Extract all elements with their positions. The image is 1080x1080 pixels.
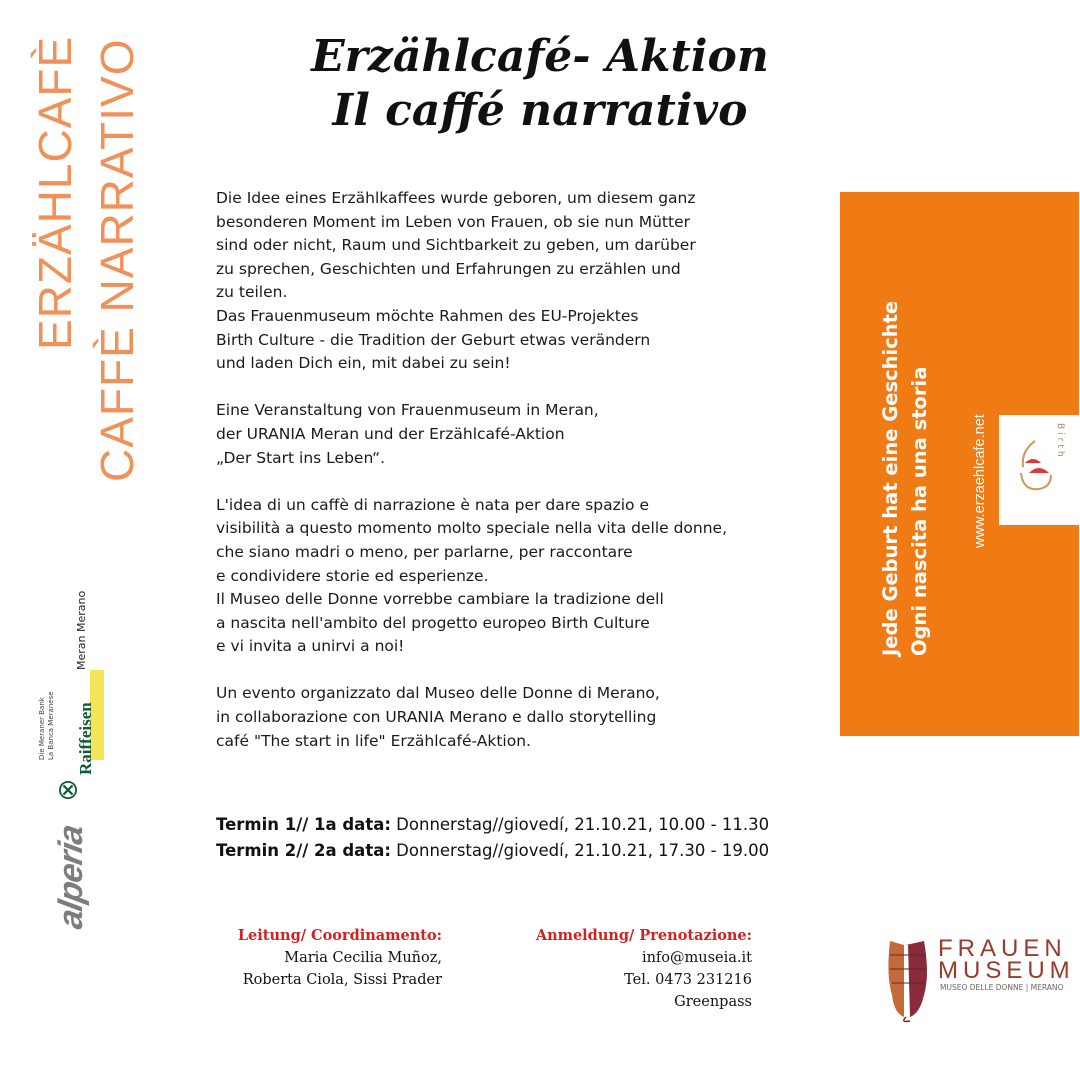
raiffeisen-subtitle: Die Meraner Bank La Banca Meranese [38, 691, 55, 760]
page-title [250, 30, 830, 138]
body-text [216, 187, 826, 777]
side-title-it: CAFFÈ NARRATIVO [91, 38, 143, 482]
slogan-it: Ogni nascita ha una storia [908, 366, 931, 656]
banner-slogan [876, 301, 934, 656]
coordination-name-2: Roberta Ciola, Sissi Prader [242, 972, 442, 988]
registration-note: Greenpass [674, 994, 752, 1010]
slogan-de: Jede Geburt hat eine Geschichte [879, 300, 902, 656]
side-titles [0, 0, 160, 520]
event-dates [216, 812, 769, 864]
museum-name-2: MUSEUM [938, 957, 1075, 984]
raiffeisen-name: Raiffeisen [76, 702, 95, 775]
alperia-logo: alperia [52, 822, 90, 932]
raiffeisen-cross-icon [59, 781, 77, 799]
title-it: Il caffé narrativo [332, 85, 748, 136]
coordination-name-1: Maria Cecilia Muñoz, [284, 950, 442, 966]
paragraph-it-1: L'idea di un caffè di narrazione è nata per dare spazio e visibilità a questo momento molto speciale nella vita delle donne, che siano madri o meno, per parlarne, per raccontare e condividere storie ed esperienze. Il Museo delle Donne vorrebbe cambiare la tradizione dell a nascita nell'ambito del progetto europeo Birth Culture e vi invita a unirvi a noi! [216, 495, 728, 656]
museum-name-1: FRAUEN [938, 935, 1067, 962]
registration-phone: Tel. 0473 231216 [624, 972, 752, 988]
side-title-de: ERZÄHLCAFÈ [29, 35, 81, 350]
paragraph-de-1: Die Idee eines Erzählkaffees wurde geboren, um diesem ganz besonderen Moment im Leben von Frauen, ob sie nun Mütter sind oder nicht, Raum und Sichtbarkeit zu geben, um darüber zu sprechen, Geschichten und Erfahrungen zu erzählen und zu teilen. Das Frauenmuseum möchte Rahmen des EU-Projektes Birth Culture - die Tradition der Geburt etwas verändern und laden Dich ein, mit dabei zu sein! [216, 189, 696, 373]
title-de: Erzählcafé- Aktion [311, 31, 769, 82]
raiffeisen-logo [34, 585, 102, 790]
date-2: Termin 2// 2a data: Donnerstag//giovedí, 21.10.21, 17.30 - 19.00 [216, 841, 770, 860]
paragraph-it-2: Un evento organizzato dal Museo delle Donne di Merano, in collaborazione con URANIA Merano e dallo storytelling café "The start in life" Erzählcafé-Aktion. [216, 684, 660, 750]
corset-icon [880, 935, 936, 1023]
birth-logo-text: Birth [1055, 423, 1065, 460]
coordination-block [230, 925, 442, 991]
museum-name-3: MUSEO DELLE DONNE | MERANO [940, 983, 1064, 992]
coordination-label: Leitung/ Coordinamento: [237, 927, 442, 944]
date-1: Termin 1// 1a data: Donnerstag//giovedí, 21.10.21, 10.00 - 11.30 [216, 815, 770, 834]
birth-culture-logo [999, 415, 1079, 525]
website-link[interactable]: www.erzaehlcafe.net [972, 414, 988, 548]
paragraph-de-2: Eine Veranstaltung von Frauenmuseum in Meran, der URANIA Meran und der Erzählcafé-Aktion „Der Start ins Leben“. [216, 401, 599, 467]
frauenmuseum-logo [880, 935, 1075, 1025]
registration-email[interactable]: info@museia.it [641, 950, 752, 966]
raiffeisen-city: Meran Merano [75, 590, 88, 670]
registration-block [520, 925, 752, 1013]
registration-label: Anmeldung/ Prenotazione: [535, 927, 752, 944]
